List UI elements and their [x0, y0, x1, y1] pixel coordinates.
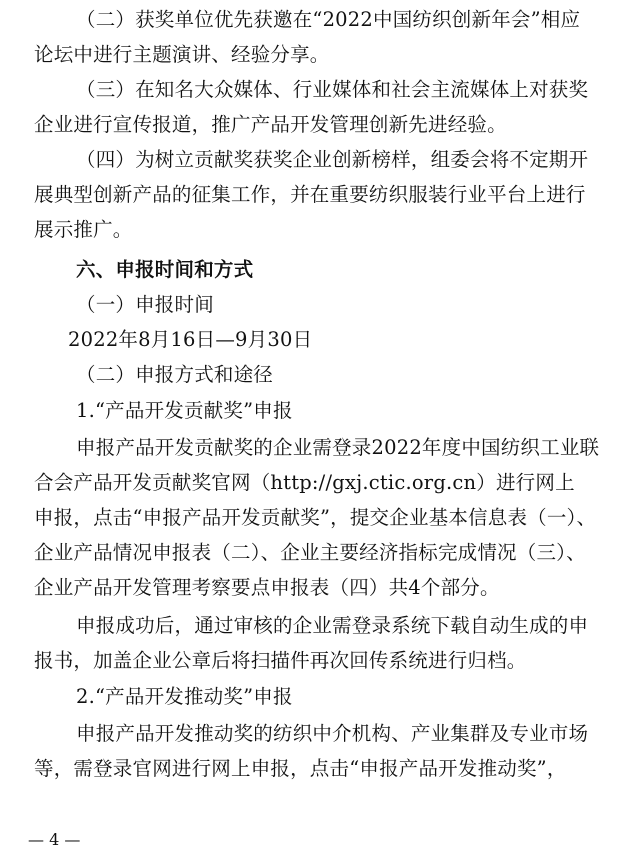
award-benefit-3-line-1: （三）在知名大众媒体、行业媒体和社会主流媒体上对获奖 [76, 78, 589, 101]
item-2-heading: 2.“产品开发推动奖”申报 [76, 685, 293, 708]
item-1-paragraph-line-4: 企业产品情况申报表（二）、企业主要经济指标完成情况（三）、 [34, 541, 586, 564]
item-1-heading: 1.“产品开发贡献奖”申报 [76, 399, 293, 422]
item-1-paragraph-line-3: 申报，点击“申报产品开发贡献奖”，提交企业基本信息表（一）、 [34, 506, 597, 529]
section-6-heading: 六、申报时间和方式 [76, 258, 254, 281]
subsection-1-heading: （一）申报时间 [76, 293, 214, 316]
award-benefit-2-line-2: 论坛中进行主题演讲、经验分享。 [34, 43, 330, 66]
item-1-followup-line-1: 申报成功后，通过审核的企业需登录系统下载自动生成的申 [76, 614, 589, 637]
award-benefit-2-line-1: （二）获奖单位优先获邀在“2022中国纺织创新年会”相应 [76, 8, 581, 31]
item-1-paragraph-line-5: 企业产品开发管理考察要点申报表（四）共4个部分。 [34, 576, 500, 599]
award-benefit-4-line-2: 展典型创新产品的征集工作，并在重要纺织服装行业平台上进行 [34, 183, 586, 206]
subsection-2-heading: （二）申报方式和途径 [76, 363, 274, 386]
item-1-paragraph-line-1: 申报产品开发贡献奖的企业需登录2022年度中国纺织工业联 [76, 436, 600, 459]
item-1-followup-line-2: 报书，加盖企业公章后将扫描件再次回传系统进行归档。 [34, 649, 527, 672]
item-1-paragraph-line-2: 合会产品开发贡献奖官网（http://gxj.ctic.org.cn）进行网上 [34, 471, 575, 494]
award-benefit-3-line-2: 企业进行宣传报道，推广产品开发管理创新先进经验。 [34, 113, 507, 136]
application-date-range: 2022年8月16日—9月30日 [68, 328, 313, 351]
award-benefit-4-line-3: 展示推广。 [34, 218, 133, 241]
award-benefit-4-line-1: （四）为树立贡献奖获奖企业创新榜样，组委会将不定期开 [76, 148, 589, 171]
page-number: — 4 — [28, 830, 81, 849]
item-2-paragraph-line-2: 等，需登录官网进行网上申报，点击“申报产品开发推动奖”， [34, 757, 567, 780]
item-2-paragraph-line-1: 申报产品开发推动奖的纺织中介机构、产业集群及专业市场 [76, 722, 589, 745]
